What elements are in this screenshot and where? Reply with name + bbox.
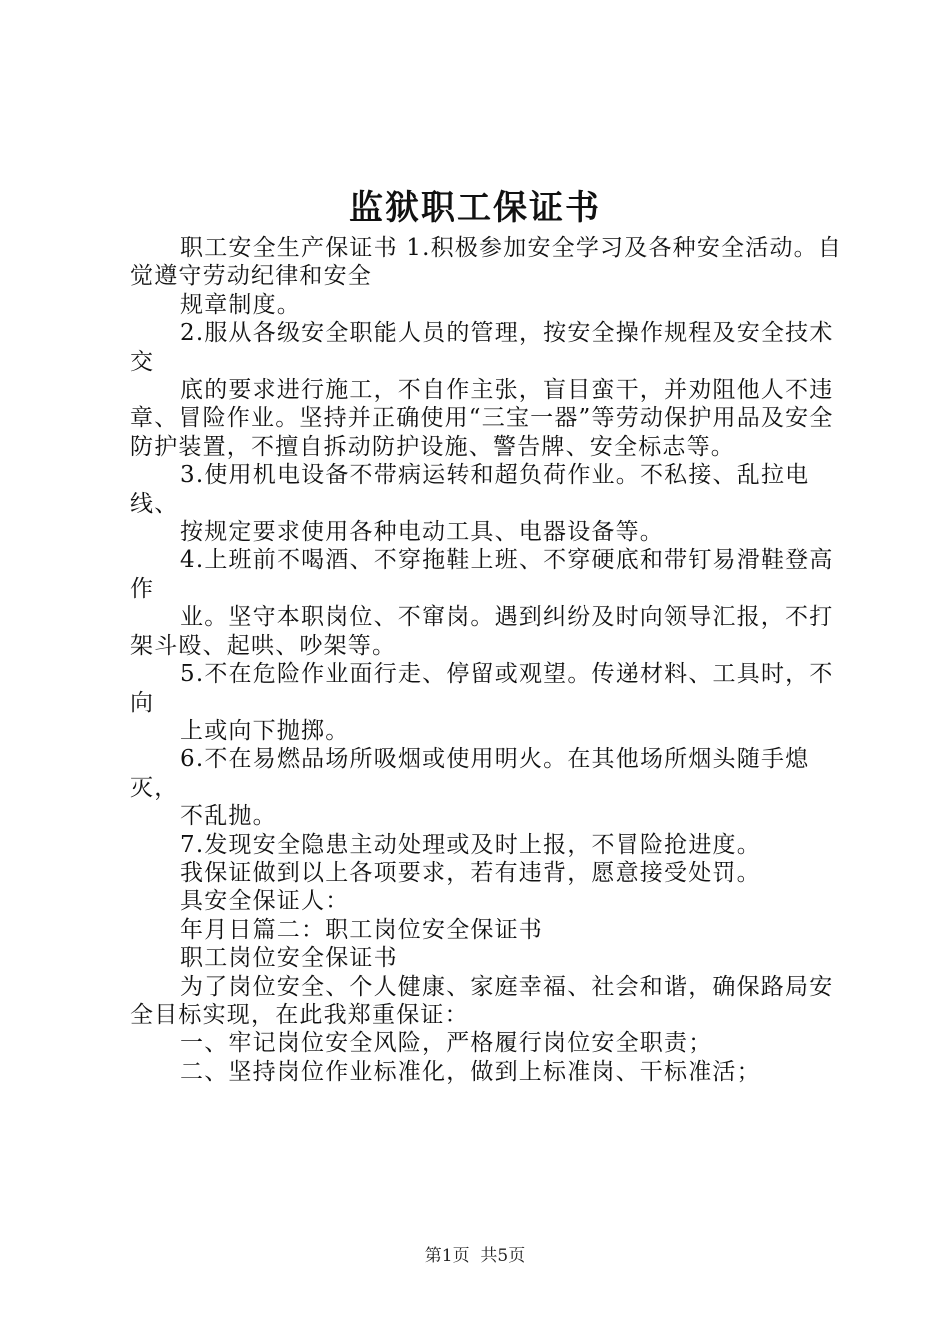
paragraph: 职工安全生产保证书 1.积极参加安全学习及各种安全活动。自觉遵守劳动纪律和安全 [130, 235, 843, 290]
paragraph: 6.不在易燃品场所吸烟或使用明火。在其他场所烟头随手熄灭， [130, 746, 810, 801]
page-footer [0, 1244, 950, 1268]
paragraph: 业。坚守本职岗位、不窜岗。遇到纠纷及时向领导汇报，不打架斗殴、起哄、吵架等。 [130, 604, 834, 659]
paragraph: 上或向下抛掷。 [180, 717, 350, 744]
paragraph: 4.上班前不喝酒、不穿拖鞋上班、不穿硬底和带钉易滑鞋登高作 [130, 547, 834, 602]
paragraph: 职工岗位安全保证书 [180, 945, 398, 972]
paragraph: 3.使用机电设备不带病运转和超负荷作业。不私接、乱拉电线、 [130, 462, 810, 517]
paragraph: 为了岗位安全、个人健康、家庭幸福、社会和谐，确保路局安全目标实现，在此我郑重保证： [130, 973, 834, 1028]
paragraph: 一、牢记岗位安全风险，严格履行岗位安全职责； [180, 1030, 713, 1057]
paragraph: 我保证做到以上各项要求，若有违背，愿意接受处罚。 [180, 859, 761, 886]
paragraph: 二、坚持岗位作业标准化，做到上标准岗、干标准活； [180, 1058, 761, 1085]
paragraph: 年月日篇二：职工岗位安全保证书 [180, 916, 543, 943]
document-body [130, 234, 845, 1086]
paragraph: 按规定要求使用各种电动工具、电器设备等。 [180, 519, 664, 546]
paragraph: 7.发现安全隐患主动处理或及时上报，不冒险抢进度。 [180, 831, 761, 858]
document-title: 监狱职工保证书 [349, 188, 601, 228]
paragraph: 不乱抛。 [180, 803, 277, 830]
page-number-label: 第1页 共5页 [424, 1246, 526, 1266]
paragraph: 5.不在危险作业面行走、停留或观望。传递材料、工具时，不向 [130, 661, 834, 716]
paragraph: 2.服从各级安全职能人员的管理，按安全操作规程及安全技术交 [130, 320, 834, 375]
paragraph: 具安全保证人： [180, 888, 350, 915]
paragraph: 底的要求进行施工，不自作主张，盲目蛮干，并劝阻他人不违章、冒险作业。坚持并正确使用“三宝一器”等劳动保护用品及安全防护装置，不擅自拆动防护设施、警告牌、安全标志等。 [130, 377, 834, 460]
paragraph: 规章制度。 [180, 291, 301, 318]
